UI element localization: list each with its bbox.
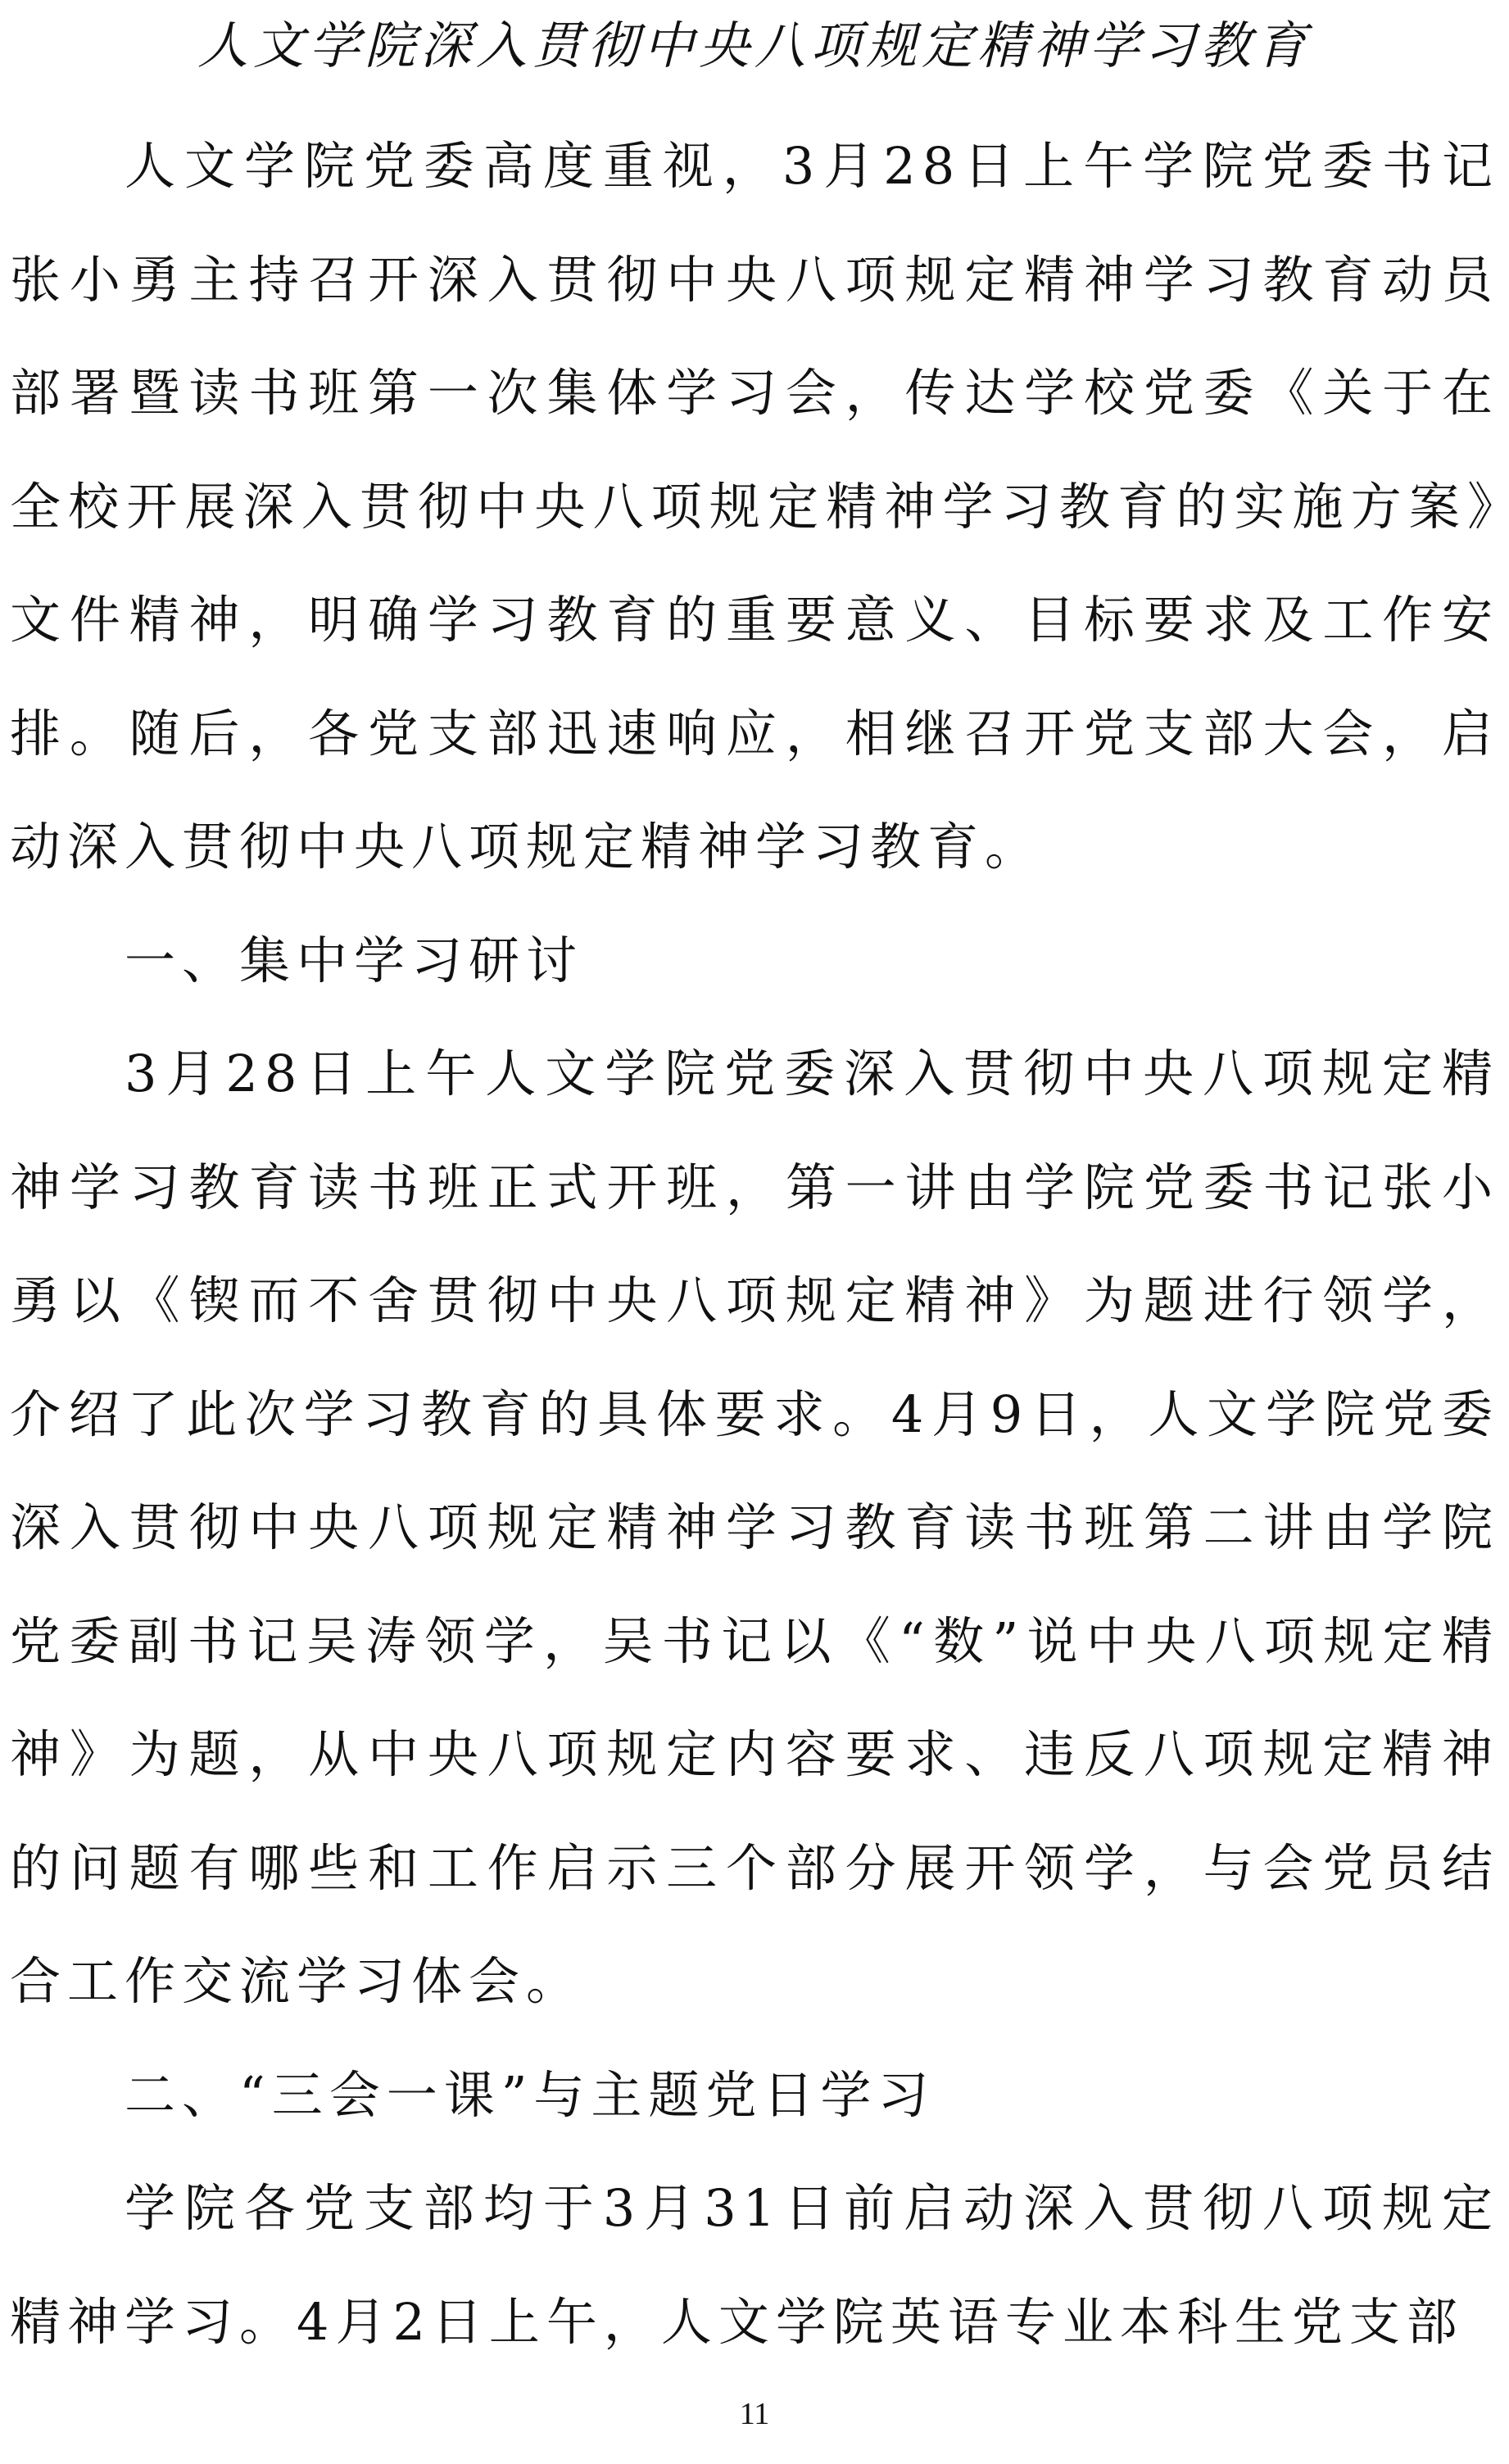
paragraph-section-1: 3月28日上午人文学院党委深入贯彻中央八项规定精神学习教育读书班正式开班，第一讲由学院党委书记张小勇以《锲而不舍贯彻中央八项规定精神》为题进行领学，介绍了此次学习教育的具体要求。4月9日，人文学院党委深入贯彻中央八项规定精神学习教育读书班第二讲由学院党委副书记吴涛领学，吴书记以《“数”说中央八项规定精神》为题，从中央八项规定内容要求、违反八项规定精神的问题有哪些和工作启示三个部分展开领学，与会党员结合工作交流学习体会。 — [10, 1044, 1499, 2011]
section-heading-2: 二、“三会一课”与主题党日学习 — [125, 2064, 936, 2125]
section-heading-1: 一、集中学习研讨 — [125, 930, 584, 990]
document-body — [10, 110, 1499, 2379]
document-title: 人文学院深入贯彻中央八项规定精神学习教育 — [197, 16, 1312, 75]
page-number: 11 — [739, 2397, 770, 2431]
paragraph-intro: 人文学院党委高度重视，3月28日上午学院党委书记张小勇主持召开深入贯彻中央八项规定精神学习教育动员部署暨读书班第一次集体学习会，传达学校党委《关于在全校开展深入贯彻中央八项规定精神学习教育的实施方案》文件精神，明确学习教育的重要意义、目标要求及工作安排。随后，各党支部迅速响应，相继召开党支部大会，启动深入贯彻中央八项规定精神学习教育。 — [10, 136, 1499, 876]
paragraph-section-2: 学院各党支部均于3月31日前启动深入贯彻八项规定精神学习。4月2日上午，人文学院英语专业本科生党支部 — [10, 2178, 1499, 2352]
